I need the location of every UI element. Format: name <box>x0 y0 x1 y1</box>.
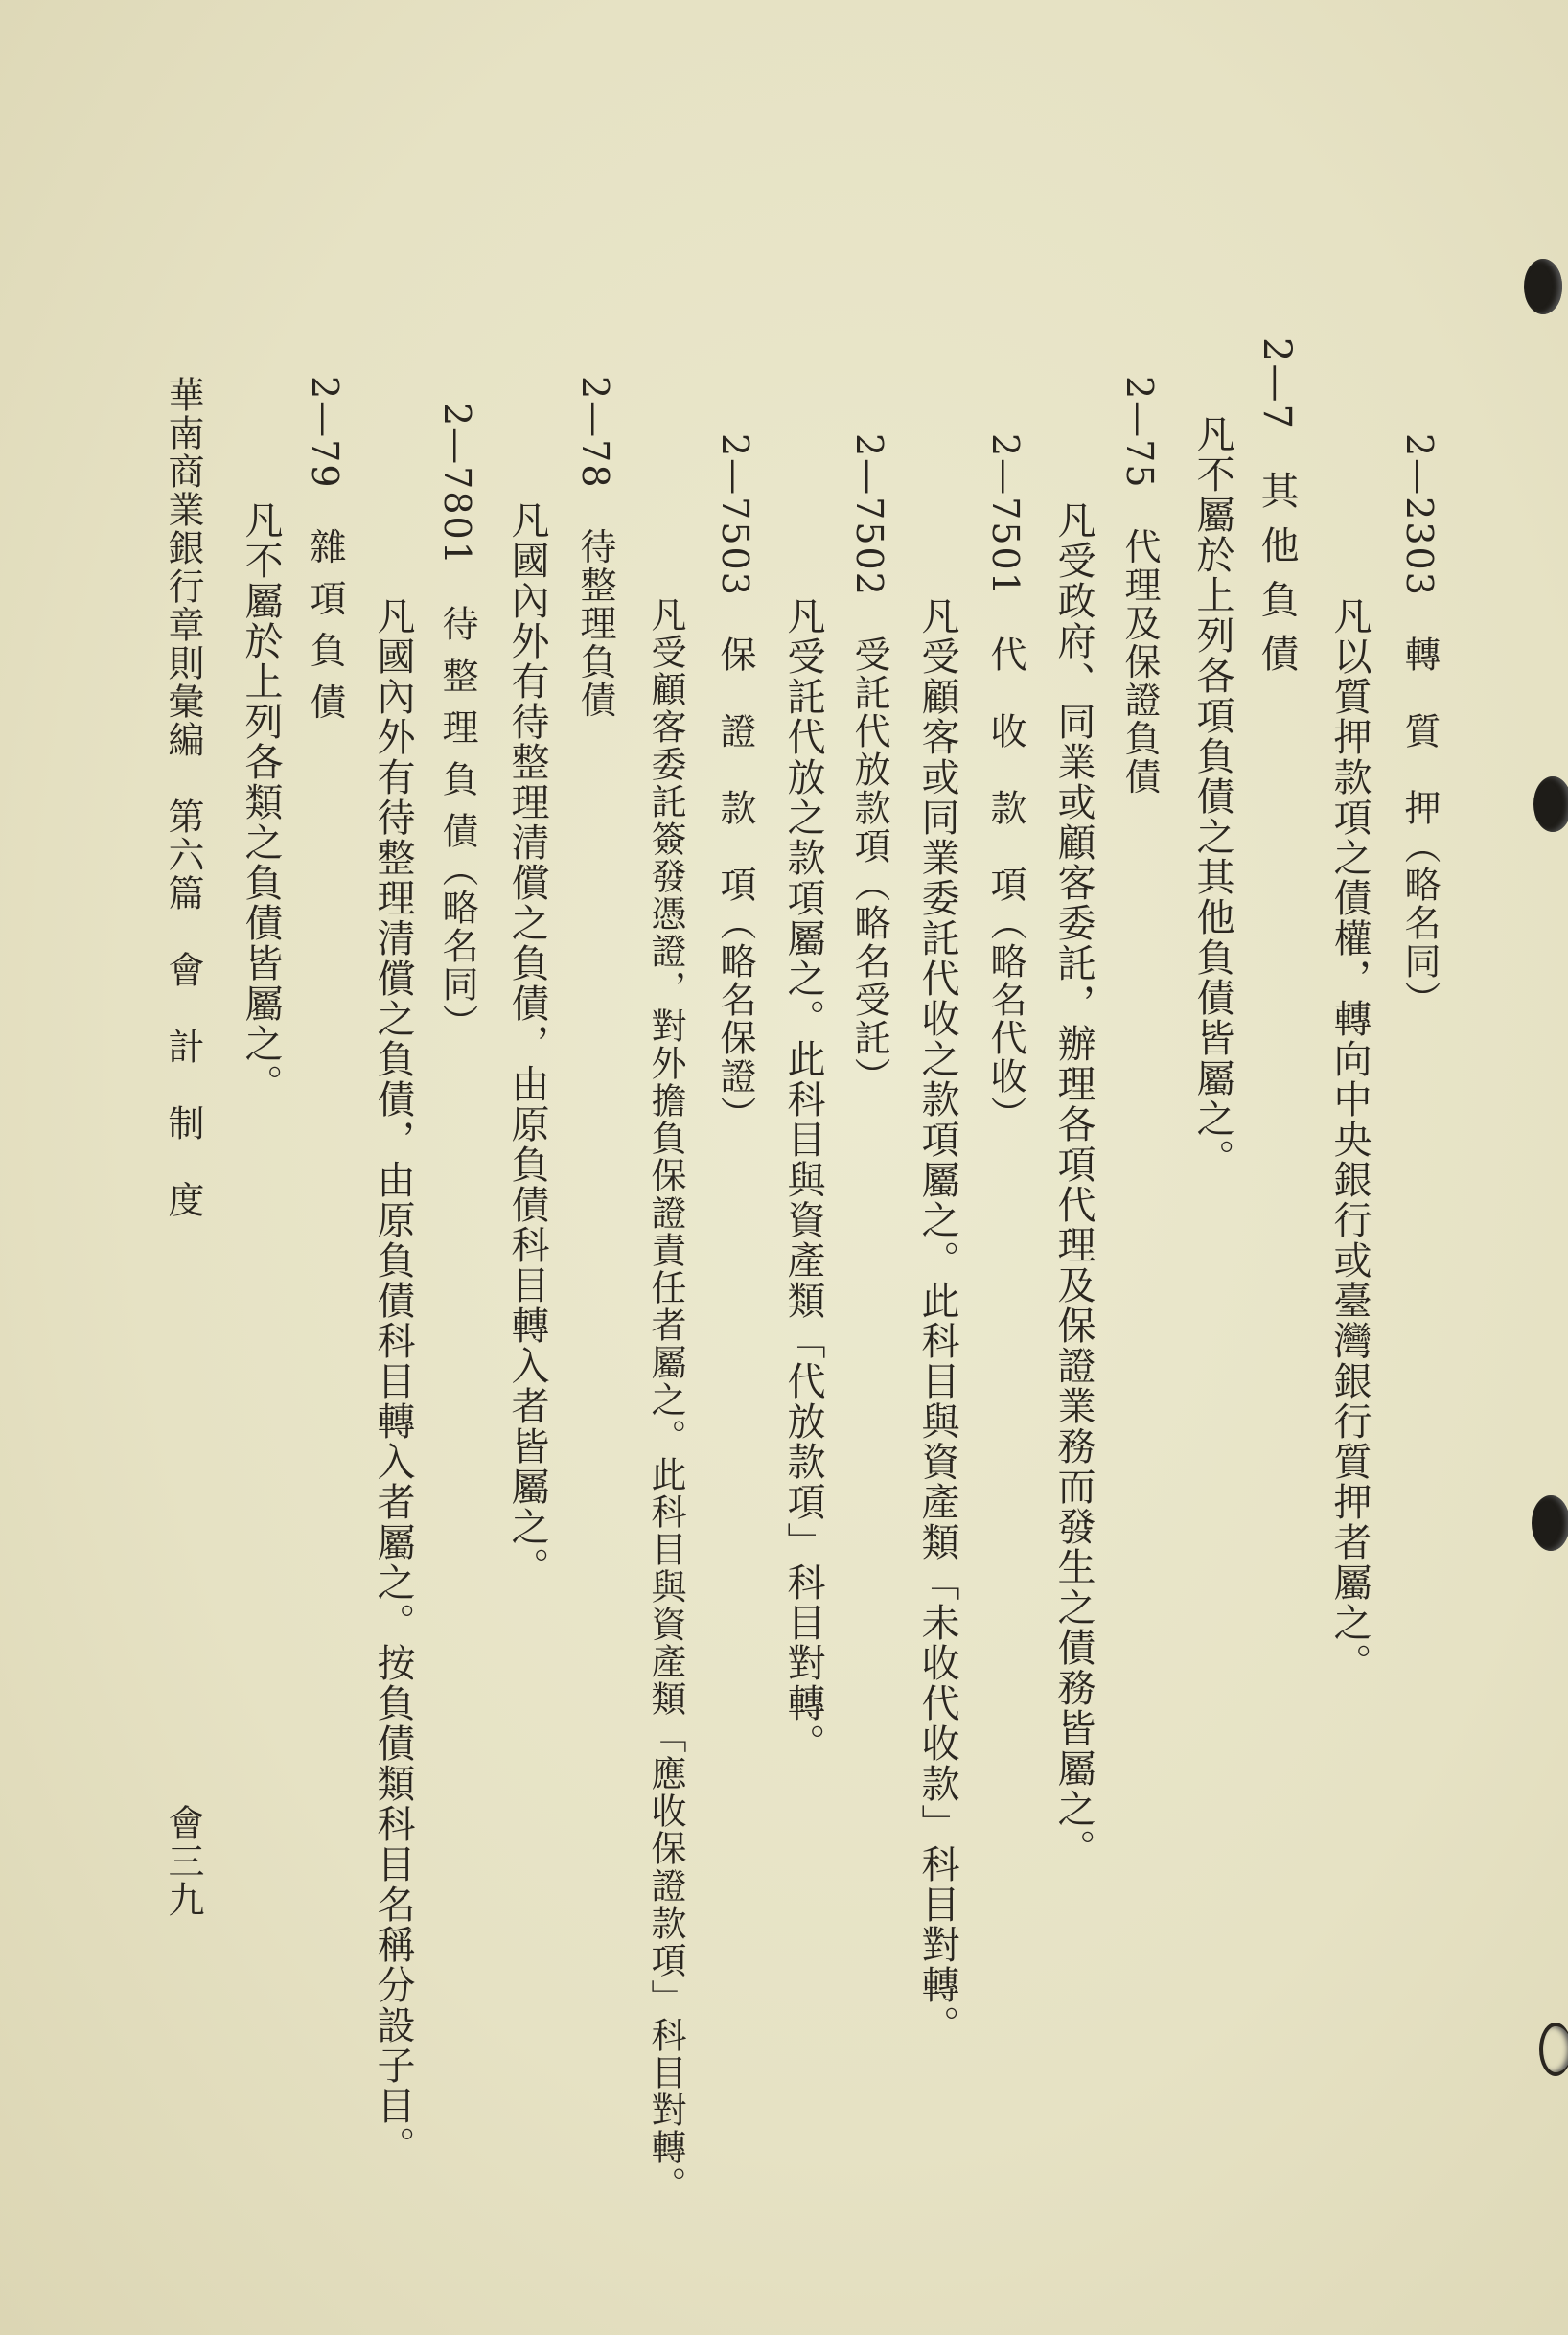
binding-hole <box>1524 259 1562 314</box>
entry-text-2-79: 凡不屬於上列各類之負債皆屬之。 <box>239 500 283 1104</box>
entry-heading-2-7502: 2—7502 受託代放款項（略名受託） <box>848 433 890 1096</box>
footer-publication-title: 華南商業銀行章則彙編 第六篇 會 計 制 度 <box>162 376 204 1219</box>
entry-heading-2-2303: 2—2303 轉 質 押（略名同） <box>1398 433 1441 1019</box>
binding-hole <box>1539 2023 1568 2076</box>
entry-heading-2-7801: 2—7801 待 整 理 負 債（略名同） <box>436 403 478 1043</box>
entry-text-2-75: 凡受政府、同業或顧客委託，辦理各項代理及保證業務而發生之債務皆屬之。 <box>1051 500 1095 1869</box>
entry-text-2-2303: 凡以質押款項之債權，轉向中央銀行或臺灣銀行質押者屬之。 <box>1327 596 1372 1683</box>
entry-text-2-7501: 凡受顧客或同業委託代收之款項屬之。此科目與資產類「未收代收款」科目對轉。 <box>915 596 959 2046</box>
binding-hole <box>1533 776 1568 832</box>
entry-text-2-7: 凡不屬於上列各項負債之其他負債皆屬之。 <box>1190 414 1234 1179</box>
entry-heading-2-79: 2—79 雜 項 負 債 <box>304 376 346 722</box>
binding-hole <box>1532 1495 1568 1551</box>
entry-heading-2-78: 2—78 待整理負債 <box>574 376 616 720</box>
page-number: 會三九 <box>162 1804 204 1919</box>
entry-heading-2-75: 2—75 代理及保證負債 <box>1118 376 1161 797</box>
entry-text-2-7801: 凡國內外有待整理清償之負債，由原負債科目轉入者屬之。按負債類科目名稱分設子目。 <box>371 596 415 2166</box>
entry-heading-2-7501: 2—7501 代 收 款 項（略名代收） <box>984 433 1026 1134</box>
entry-heading-2-7503: 2—7503 保 證 款 項（略名保證） <box>714 433 756 1134</box>
entry-heading-2-7: 2—7 其 他 負 債 <box>1255 337 1299 675</box>
entry-text-2-78: 凡國內外有待整理清償之負債，由原負債科目轉入者皆屬之。 <box>505 500 549 1587</box>
entry-text-2-7503: 凡受顧客委託簽發憑證，對外擔負保證責任者屬之。此科目與資產類「應收保證款項」科目對轉。 <box>645 596 686 2204</box>
entry-text-2-7502: 凡受託代放之款項屬之。此科目與資產類「代放款項」科目對轉。 <box>781 596 825 1764</box>
